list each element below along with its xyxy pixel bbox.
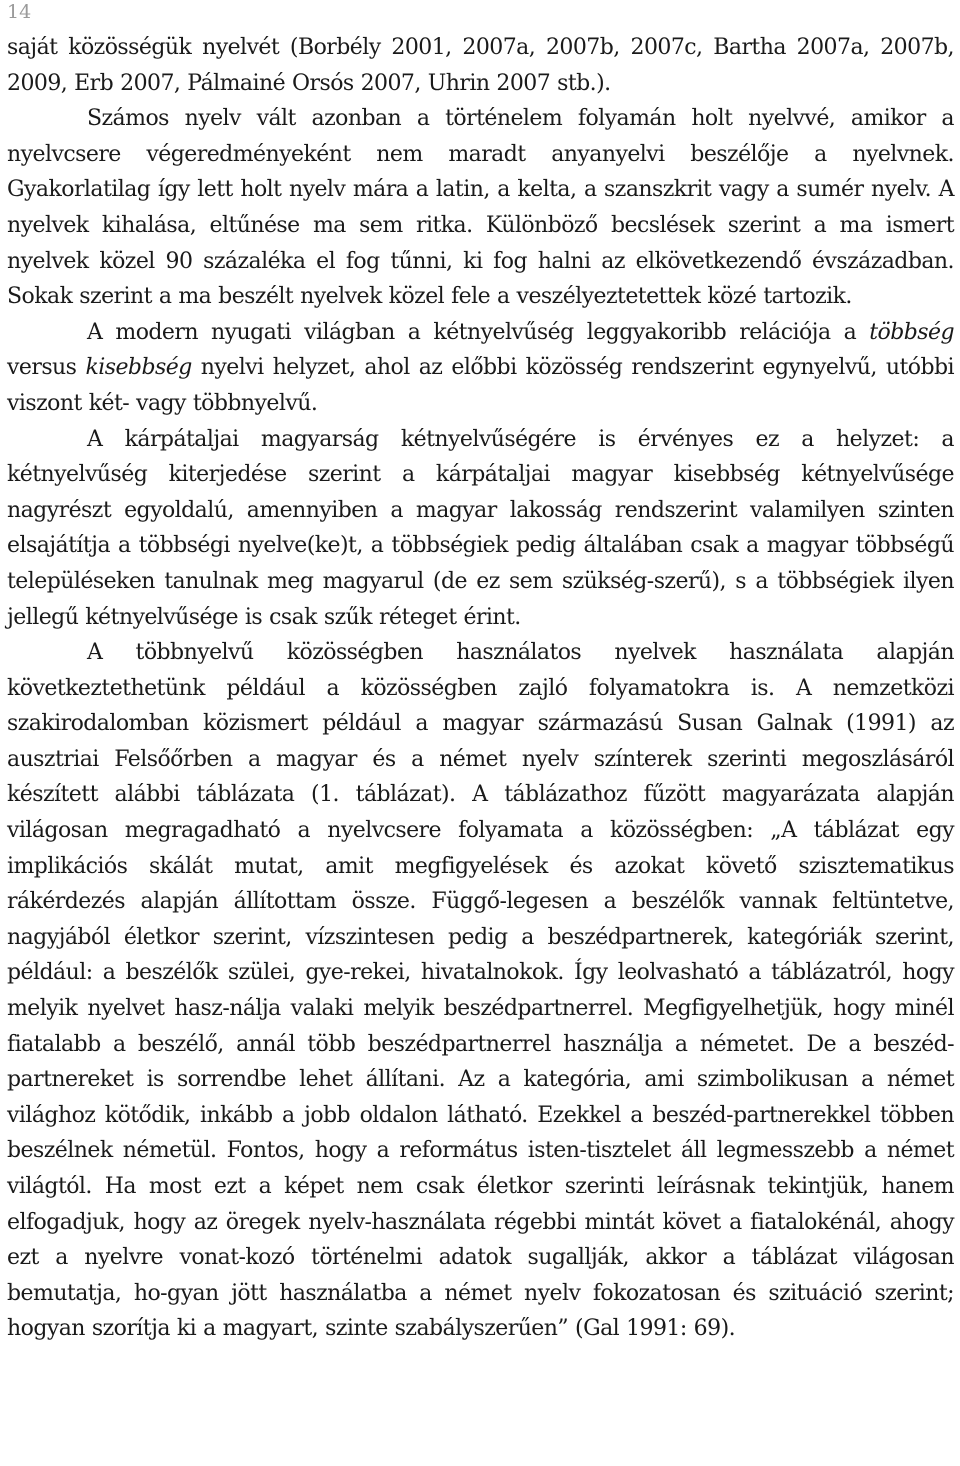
paragraph-continuation: saját közösségük nyelvét (Borbély 2001, 2007a, 2007b, 2007c, Bartha 2007a, 2007b, 2009, Erb 2007, Pálmainé Orsós 2007, Uhrin 2007 stb.). [7,35,954,96]
paragraph-text-segment: versus [7,355,86,381]
italic-term-majority: többség [869,319,954,345]
paragraph-text-segment: nyelvi helyzet, ahol az előbbi közösség rendszerint egynyelvű, utóbbi viszont két- vagy többnyelvű. [7,355,955,416]
italic-term-minority: kisebbség [85,355,192,381]
paragraph-language-death: Számos nyelv vált azonban a történelem folyamán holt nyelvvé, amikor a nyelvcsere végeredményeként nem maradt anyanyelvi beszélője a nyelvnek. Gyakorlatilag így lett holt nyelv mára a latin, a kelta, a szanszkrit vagy a sumér nyelv. A nyelvek kihalása, eltűnése ma sem ritka. Különböző becslések szerint a ma ismert nyelvek közel 90 százaléka el fog tűnni, ki fog halni az elkövetkezendő évszázadban. Sokak szerint a ma beszélt nyelvek közel fele a veszélyeztetettek közé tartozik. [7,106,954,310]
paragraph-majority-minority [7,315,954,422]
page-number: 14 [7,1,32,23]
paragraph-text-segment: A modern nyugati világban a kétnyelvűség leggyakoribb relációja a [87,319,870,345]
paragraph-gal-quote: A többnyelvű közösségben használatos nyelvek használata alapján következtethetünk például a közösségben zajló folyamatokra is. A nemzetközi szakirodalomban közismert például a magyar származású Susan Galnak (1991) az ausztriai Felsőőrben a magyar és a német nyelv színterek szerinti megoszlásáról készített alábbi táblázata (1. táblázat). A táblázathoz fűzött magyarázata alapján világosan megragadható a nyelvcsere folyamata a közösségben: „A táblázat egy implikációs skálát mutat, amit megfigyelések és azokat követő szisztematikus rákérdezés alapján állítottam össze. Függő-legesen a beszélők vannak feltüntetve, nagyjából életkor szerint, vízszintesen pedig a beszédpartnerek, kategóriák szerint, például: a beszélők szülei, gye-rekei, hivatalnokok. Így leolvasható a táblázatról, hogy melyik nyelvet hasz-nálja valaki melyik beszédpartnerrel. Megfigyelhetjük, hogy minél fiatalabb a beszélő, annál több beszédpartnerrel használja a németet. De a beszéd-partnereket is sorrendbe lehet állítani. Az a kategória, ami szimbolikusan a német világhoz kötődik, inkább a jobb oldalon látható. Ezekkel a beszéd-partnerekkel többen beszélnek németül. Fontos, hogy a református isten-tisztelet áll legmesszebb a német világtól. Ha most ezt a képet nem csak életkor szerinti leírásnak tekintjük, hanem elfogadjuk, hogy az öregek nyelv-használata régebbi mintát követ a fiatalokénál, ahogy ezt a nyelvre vonat-kozó történelmi adatok sugallják, akkor a táblázat világosan bemutatja, ho-gyan jött használatba a német nyelv fokozatosan és szituáció szerint; hogyan szorítja ki a magyart, szinte szabályszerűen” (Gal 1991: 69). [7,640,954,1342]
paragraph-transcarpathia: A kárpátaljai magyarság kétnyelvűségére is érvényes ez a helyzet: a kétnyelvűség kiterjedése szerint a kárpátaljai magyar kisebbség kétnyelvűsége nagyrészt egyoldalú, amennyiben a magyar lakosság rendszerint valamilyen szinten elsajátítja a többségi nyelve(ke)t, a többségiek pedig általában csak a magyar többségű településeken tanulnak meg magyarul (de ez sem szükség-szerű), s a többségiek ilyen jellegű kétnyelvűsége is csak szűk réteget érint. [7,426,954,630]
document-body [7,30,954,1347]
